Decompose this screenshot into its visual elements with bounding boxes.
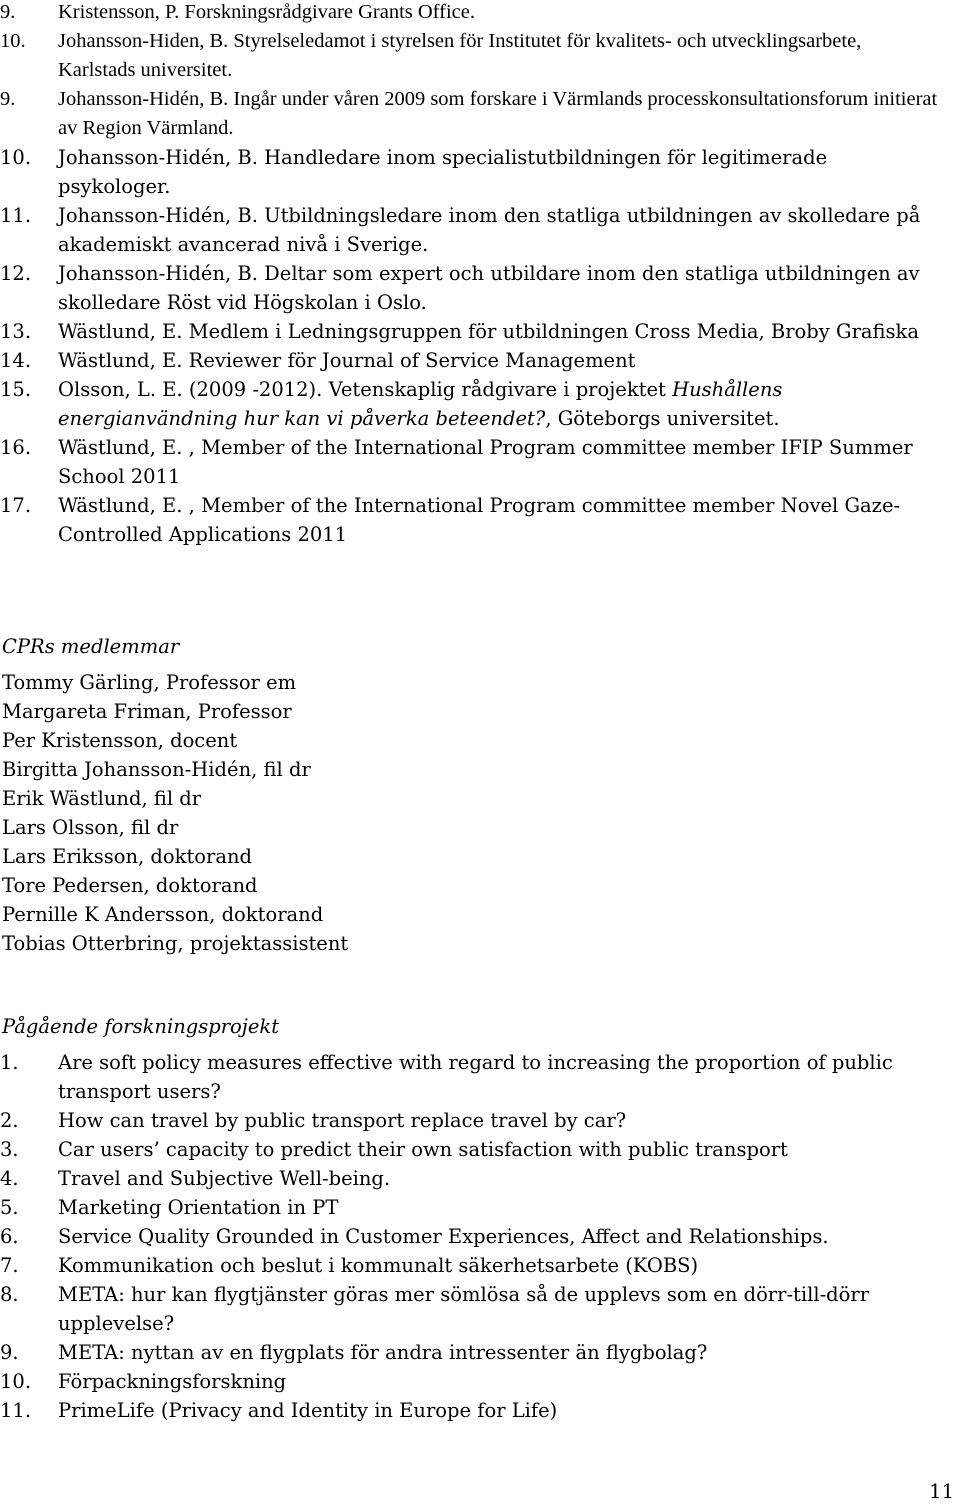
project-item <box>0 1251 960 1280</box>
item-text: Johansson-Hidén, B. Ingår under våren 2009 som forskare i Värmlands processkonsultationsforum initierat av Region Värmland. <box>58 88 938 139</box>
item-number: 14. <box>0 349 32 372</box>
item-text <box>58 375 960 433</box>
project-item <box>0 1222 960 1251</box>
item-number: 15. <box>0 378 32 401</box>
project-item <box>0 1367 960 1396</box>
item-number: 11. <box>0 1399 32 1422</box>
item-text: META: hur kan flygtjänster göras mer sömlösa så de upplevs som en dörr-till-dörr upplevelse? <box>58 1283 870 1335</box>
item-text: Förpackningsforskning <box>58 1370 287 1393</box>
projects-list <box>0 1048 960 1425</box>
list-item <box>0 85 960 143</box>
list-item <box>0 259 960 317</box>
member-item: Per Kristensson, docent <box>2 729 238 752</box>
list-item <box>0 201 960 259</box>
list-item <box>0 491 960 549</box>
item-text: Wästlund, E. , Member of the International Program committee member Novel Gaze-Controlled Applications 2011 <box>58 494 901 546</box>
item-text: Wästlund, E. Reviewer för Journal of Service Management <box>58 349 636 372</box>
item-number: 10. <box>0 1370 32 1393</box>
project-item <box>0 1106 960 1135</box>
item-text: Kristensson, P. Forskningsrådgivare Grants Office. <box>58 1 475 23</box>
item-text-end: , Göteborgs universitet. <box>545 407 780 430</box>
project-item <box>0 1048 960 1106</box>
item-text: Travel and Subjective Well-being. <box>58 1167 391 1190</box>
project-title: Hushållens energianvändning hur kan vi påverka beteendet? <box>58 378 783 430</box>
item-number: 1. <box>0 1051 19 1074</box>
list-item <box>0 375 960 433</box>
item-number: 10. <box>0 146 32 169</box>
item-text: Johansson-Hidén, B. Deltar som expert och utbildare inom den statliga utbildningen av skolledare Röst vid Högskolan i Oslo. <box>58 262 920 314</box>
item-text: Wästlund, E. Medlem i Ledningsgruppen för utbildningen Cross Media, Broby Grafiska <box>58 320 919 343</box>
list-item <box>0 0 960 27</box>
list-item <box>0 346 960 375</box>
page-number: 11 <box>929 1480 954 1503</box>
item-number: 17. <box>0 494 32 517</box>
member-item: Lars Olsson, fil dr <box>2 816 179 839</box>
item-number: 8. <box>0 1283 19 1306</box>
item-number: 4. <box>0 1167 19 1190</box>
item-number: 13. <box>0 320 32 343</box>
projects-heading: Pågående forskningsprojekt <box>2 1015 280 1038</box>
item-number: 9. <box>0 1 16 23</box>
item-number: 3. <box>0 1138 19 1161</box>
publication-list <box>0 0 960 549</box>
item-number: 9. <box>0 1341 19 1364</box>
item-text: Johansson-Hidén, B. Utbildningsledare inom den statliga utbildningen av skolledare på akademiskt avancerad nivå i Sverige. <box>58 204 921 256</box>
item-number: 16. <box>0 436 32 459</box>
item-text: How can travel by public transport replace travel by car? <box>58 1109 627 1132</box>
project-item <box>0 1135 960 1164</box>
item-text-start: Olsson, L. E. (2009 -2012). Vetenskaplig rådgivare i projektet <box>58 378 673 401</box>
member-item: Tommy Gärling, Professor em <box>2 671 297 694</box>
project-item <box>0 1164 960 1193</box>
member-item: Birgitta Johansson-Hidén, fil dr <box>2 758 311 781</box>
member-item: Pernille K Andersson, doktorand <box>2 903 324 926</box>
member-item: Margareta Friman, Professor <box>2 700 292 723</box>
members-list <box>2 668 348 958</box>
project-item <box>0 1396 960 1425</box>
item-text: Are soft policy measures effective with regard to increasing the proportion of public transport users? <box>58 1051 893 1103</box>
item-number: 11. <box>0 204 32 227</box>
members-heading: CPRs medlemmar <box>2 635 180 658</box>
list-item <box>0 143 960 201</box>
item-text: PrimeLife (Privacy and Identity in Europe for Life) <box>58 1399 558 1422</box>
project-item <box>0 1338 960 1367</box>
member-item: Lars Eriksson, doktorand <box>2 845 253 868</box>
item-text: Johansson-Hidén, B. Handledare inom specialistutbildningen för legitimerade psykologer. <box>58 146 828 198</box>
project-item <box>0 1280 960 1338</box>
item-text: Marketing Orientation in PT <box>58 1196 339 1219</box>
member-item: Tore Pedersen, doktorand <box>2 874 258 897</box>
item-number: 5. <box>0 1196 19 1219</box>
item-number: 7. <box>0 1254 19 1277</box>
item-text: META: nyttan av en flygplats för andra intressenter än flygbolag? <box>58 1341 708 1364</box>
item-text: Car users’ capacity to predict their own satisfaction with public transport <box>58 1138 788 1161</box>
item-number: 6. <box>0 1225 19 1248</box>
item-text: Wästlund, E. , Member of the International Program committee member IFIP Summer School 2011 <box>58 436 913 488</box>
list-item <box>0 27 960 85</box>
item-text: Johansson-Hiden, B. Styrelseledamot i styrelsen för Institutet för kvalitets- och utvecklingsarbete, Karlstads universitet. <box>58 30 862 81</box>
list-item <box>0 317 960 346</box>
item-text: Kommunikation och beslut i kommunalt säkerhetsarbete (KOBS) <box>58 1254 699 1277</box>
list-item <box>0 433 960 491</box>
member-item: Tobias Otterbring, projektassistent <box>2 932 349 955</box>
item-number: 2. <box>0 1109 19 1132</box>
project-item <box>0 1193 960 1222</box>
item-number: 10. <box>0 30 26 52</box>
item-text: Service Quality Grounded in Customer Experiences, Affect and Relationships. <box>58 1225 829 1248</box>
item-number: 12. <box>0 262 32 285</box>
item-number: 9. <box>0 88 16 110</box>
member-item: Erik Wästlund, fil dr <box>2 787 202 810</box>
